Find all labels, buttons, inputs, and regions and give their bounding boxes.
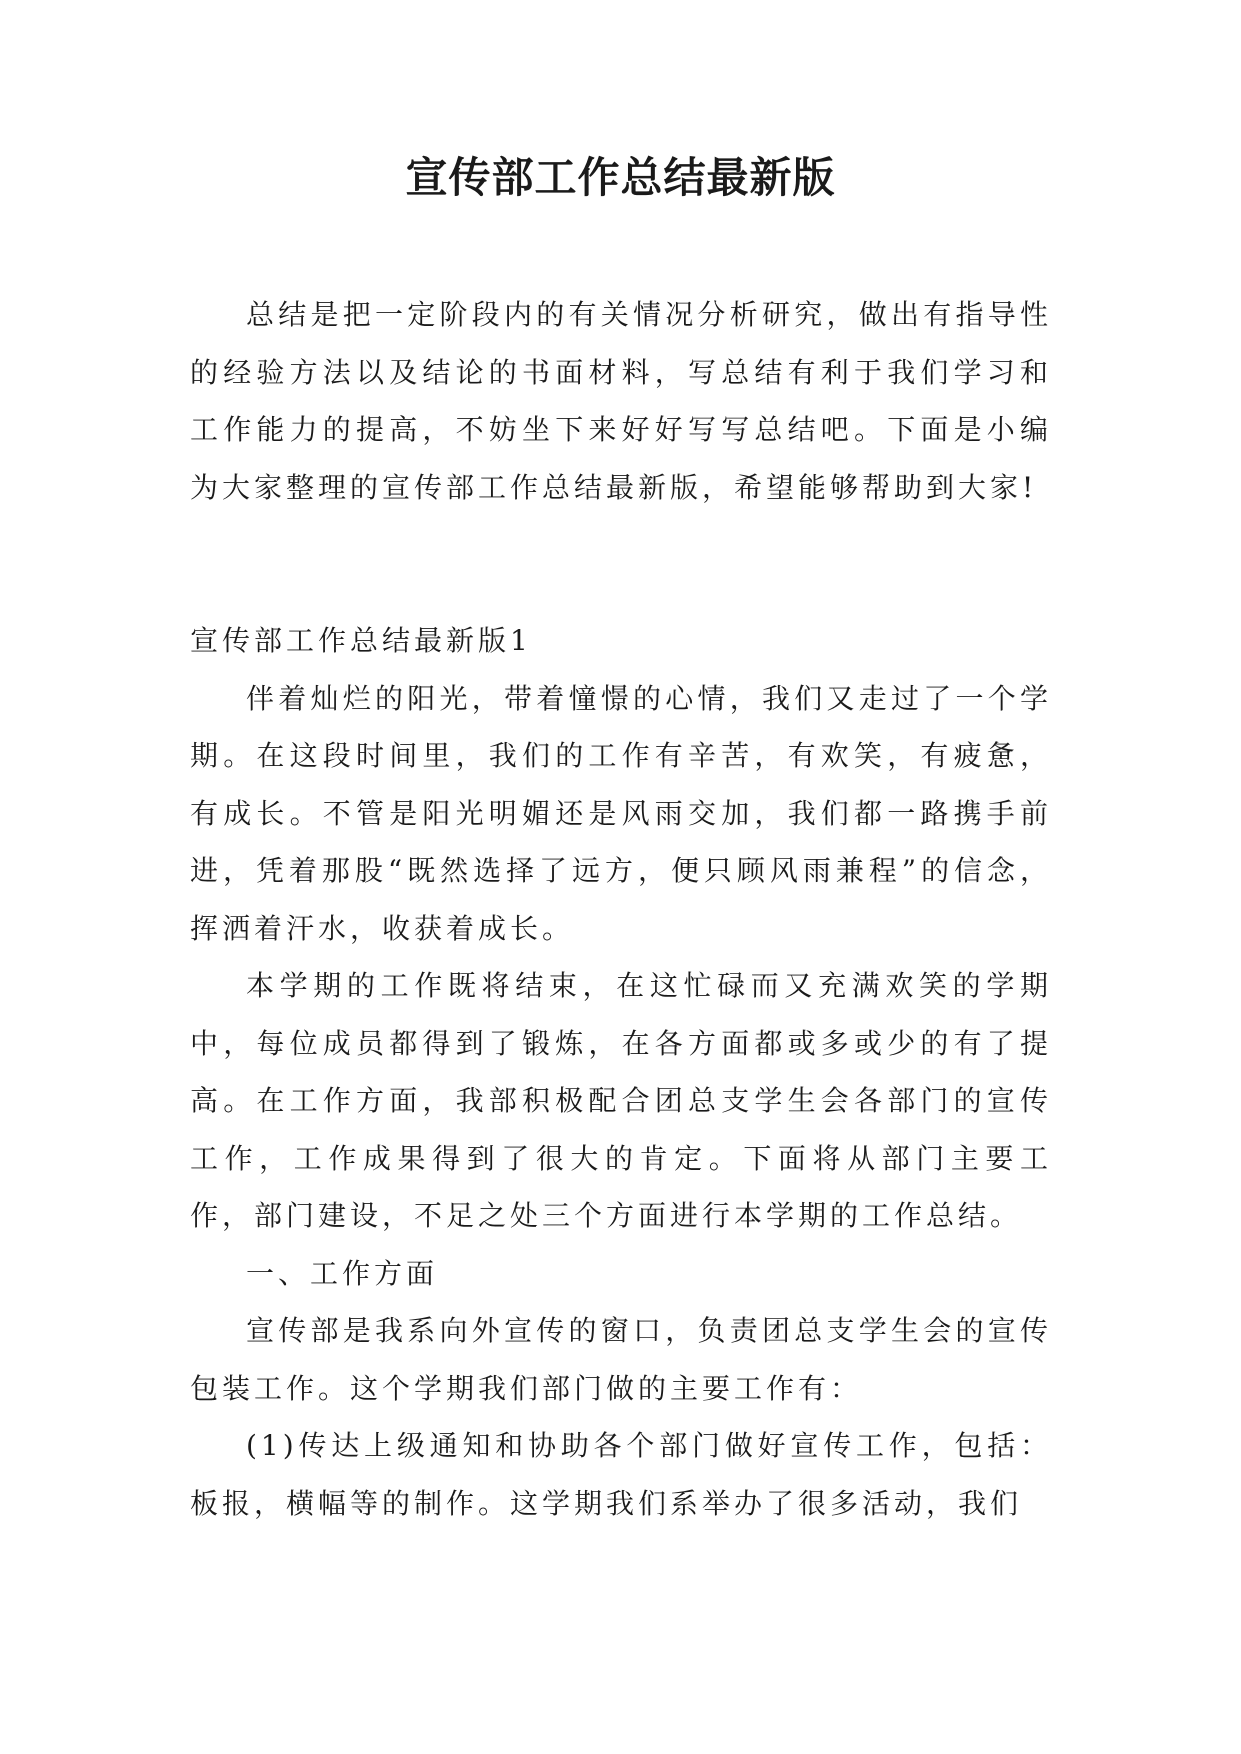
- body-paragraph: 伴着灿烂的阳光，带着憧憬的心情，我们又走过了一个学期。在这段时间里，我们的工作有辛苦，有欢笑，有疲惫，有成长。不管是阳光明媚还是风雨交加，我们都一路携手前进，凭着那股“既然选择了远方，便只顾风雨兼程”的信念，挥洒着汗水，收获着成长。: [190, 681, 1052, 945]
- intro-paragraph: 总结是把一定阶段内的有关情况分析研究，做出有指导性的经验方法以及结论的书面材料，写总结有利于我们学习和工作能力的提高，不妨坐下来好好写写总结吧。下面是小编为大家整理的宣传部工作总结最新版，希望能够帮助到大家!: [190, 298, 1052, 504]
- section-heading: 宣传部工作总结最新版1: [190, 624, 532, 657]
- body-paragraph: 本学期的工作既将结束，在这忙碌而又充满欢笑的学期中，每位成员都得到了锻炼，在各方面都或多或少的有了提高。在工作方面，我部积极配合团总支学生会各部门的宣传工作，工作成果得到了很大的肯定。下面将从部门主要工作，部门建设，不足之处三个方面进行本学期的工作总结。: [190, 969, 1052, 1232]
- document-title: 宣传部工作总结最新版: [405, 153, 836, 202]
- paragraph-spacer: [190, 516, 1052, 612]
- body-paragraph: 宣传部是我系向外宣传的窗口，负责团总支学生会的宣传包装工作。这个学期我们部门做的主要工作有：: [190, 1314, 1052, 1405]
- subsection-heading: 一、工作方面: [246, 1256, 439, 1290]
- document-body: [190, 286, 1052, 1532]
- body-paragraph: (1)传达上级通知和协助各个部门做好宣传工作，包括：板报，横幅等的制作。这学期我们系举办了很多活动，我们: [190, 1429, 1052, 1520]
